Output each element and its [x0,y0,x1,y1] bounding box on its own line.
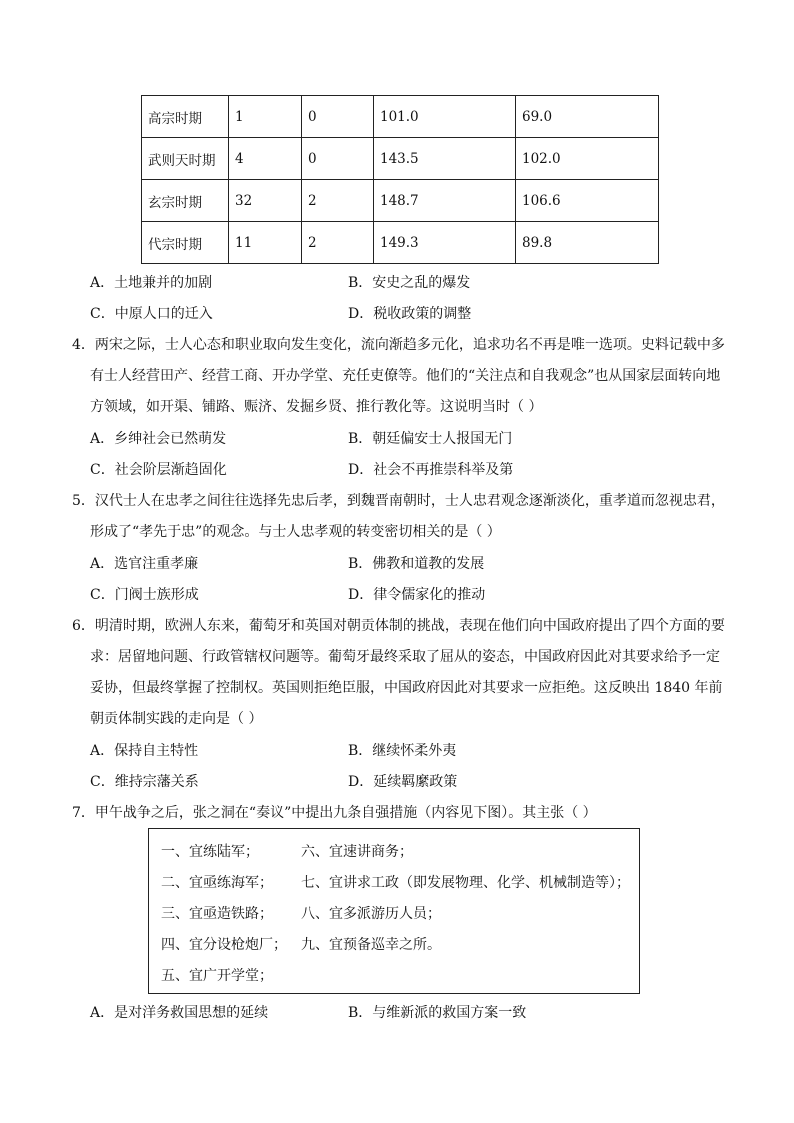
table-cell: 0 [302,96,374,138]
q6-option-d[interactable]: D．延续羁縻政策 [348,774,458,790]
table-cell: 106.6 [516,180,659,222]
q4-stem [72,334,725,354]
data-table [141,95,659,264]
measure-item: 五、宜广开学堂； [161,968,273,984]
q5-number: 5． [72,493,95,509]
q6-option-c[interactable]: C．维持宗藩关系 [90,774,199,790]
table-cell: 1 [229,96,302,138]
table-cell: 玄宗时期 [142,180,229,222]
q4-option-b[interactable]: B．朝廷偏安士人报国无门 [348,431,513,447]
q4-number: 4． [72,337,95,353]
table-cell: 高宗时期 [142,96,229,138]
q5-option-a[interactable]: A．选官注重孝廉 [90,556,199,572]
q5-option-c[interactable]: C．门阀士族形成 [90,587,199,603]
q6-line: 朝贡体制实践的走向是（ ） [90,711,263,727]
q6-line: 明清时期，欧洲人东来，葡萄牙和英国对朝贡体制的挑战，表现在他们向中国政府提出了四个方面的要 [94,618,725,634]
q3-option-d[interactable]: D．税收政策的调整 [348,306,472,322]
table-cell: 32 [229,180,302,222]
table-cell: 4 [229,138,302,180]
measure-item: 三、宜亟造铁路； [161,906,273,922]
q5-option-b[interactable]: B．佛教和道教的发展 [348,556,485,572]
q6-line: 求：居留地问题、行政管辖权问题等。葡萄牙最终采取了屈从的姿态，中国政府因此对其要求给予一定 [90,649,720,665]
q6-option-a[interactable]: A．保持自主特性 [90,743,199,759]
q4-line: 有士人经营田产、经营工商、开办学堂、充任吏僚等。他们的“关注点和自我观念”也从国家层面转向地 [90,368,721,384]
table-cell: 2 [302,222,374,264]
q6-line: 妥协，但最终掌握了控制权。英国则拒绝臣服，中国政府因此对其要求一应拒绝。这反映出 1840 年前 [90,680,723,696]
measure-item: 六、宜速讲商务； [301,844,413,860]
measure-item: 八、宜多派游历人员； [301,906,441,922]
q4-option-a[interactable]: A．乡绅社会已然萌发 [90,431,227,447]
q6-number: 6． [72,618,95,634]
q4-line: 方领域，如开渠、铺路、赈济、发掘乡贤、推行教化等。这说明当时（ ） [90,399,543,415]
q7-stem [72,802,597,822]
q6-stem [72,615,725,635]
q4-option-d[interactable]: D．社会不再推崇科举及第 [348,462,514,478]
measure-item: 九、宜预备巡幸之所。 [301,937,441,953]
table-cell: 代宗时期 [142,222,229,264]
q6-option-b[interactable]: B．继续怀柔外夷 [348,743,457,759]
table-cell: 149.3 [374,222,516,264]
q3-option-a[interactable]: A．土地兼并的加剧 [90,275,213,291]
table-cell: 101.0 [374,96,516,138]
table-cell: 143.5 [374,138,516,180]
table-cell: 102.0 [516,138,659,180]
table-cell: 69.0 [516,96,659,138]
table-cell: 武则天时期 [142,138,229,180]
q7-option-a[interactable]: A．是对洋务救国思想的延续 [90,1005,269,1021]
q4-option-c[interactable]: C．社会阶层渐趋固化 [90,462,227,478]
table-cell: 11 [229,222,302,264]
q7-number: 7． [72,805,95,821]
q5-line: 汉代士人在忠孝之间往往选择先忠后孝，到魏晋南朝时，士人忠君观念逐渐淡化，重孝道而忽视忠君， [94,493,725,509]
q3-option-b[interactable]: B．安史之乱的爆发 [348,275,471,291]
q5-stem [72,490,725,510]
q5-option-d[interactable]: D．律令儒家化的推动 [348,587,486,603]
table-cell: 2 [302,180,374,222]
measure-item: 一、宜练陆军； [161,844,259,860]
table-row [142,138,659,180]
measure-item: 四、宜分设枪炮厂； [161,937,287,953]
table-row [142,222,659,264]
q4-line: 两宋之际，士人心态和职业取向发生变化，流向渐趋多元化，追求功名不再是唯一选项。史料记载中多 [94,337,725,353]
measure-item: 七、宜讲求工政（即发展物理、化学、机械制造等）； [301,875,630,891]
table-row [142,180,659,222]
table-row [142,96,659,138]
q5-line: 形成了“孝先于忠”的观念。与士人忠孝观的转变密切相关的是（ ） [90,524,501,540]
measures-box [148,828,640,994]
table-cell: 89.8 [516,222,659,264]
q3-option-c[interactable]: C．中原人口的迁入 [90,306,213,322]
table-cell: 148.7 [374,180,516,222]
table-cell: 0 [302,138,374,180]
measure-item: 二、宜亟练海军； [161,875,273,891]
q7-line: 甲午战争之后，张之洞在“奏议”中提出九条自强措施（内容见下图）。其主张（ ） [94,805,597,821]
q7-option-b[interactable]: B．与维新派的救国方案一致 [348,1005,527,1021]
